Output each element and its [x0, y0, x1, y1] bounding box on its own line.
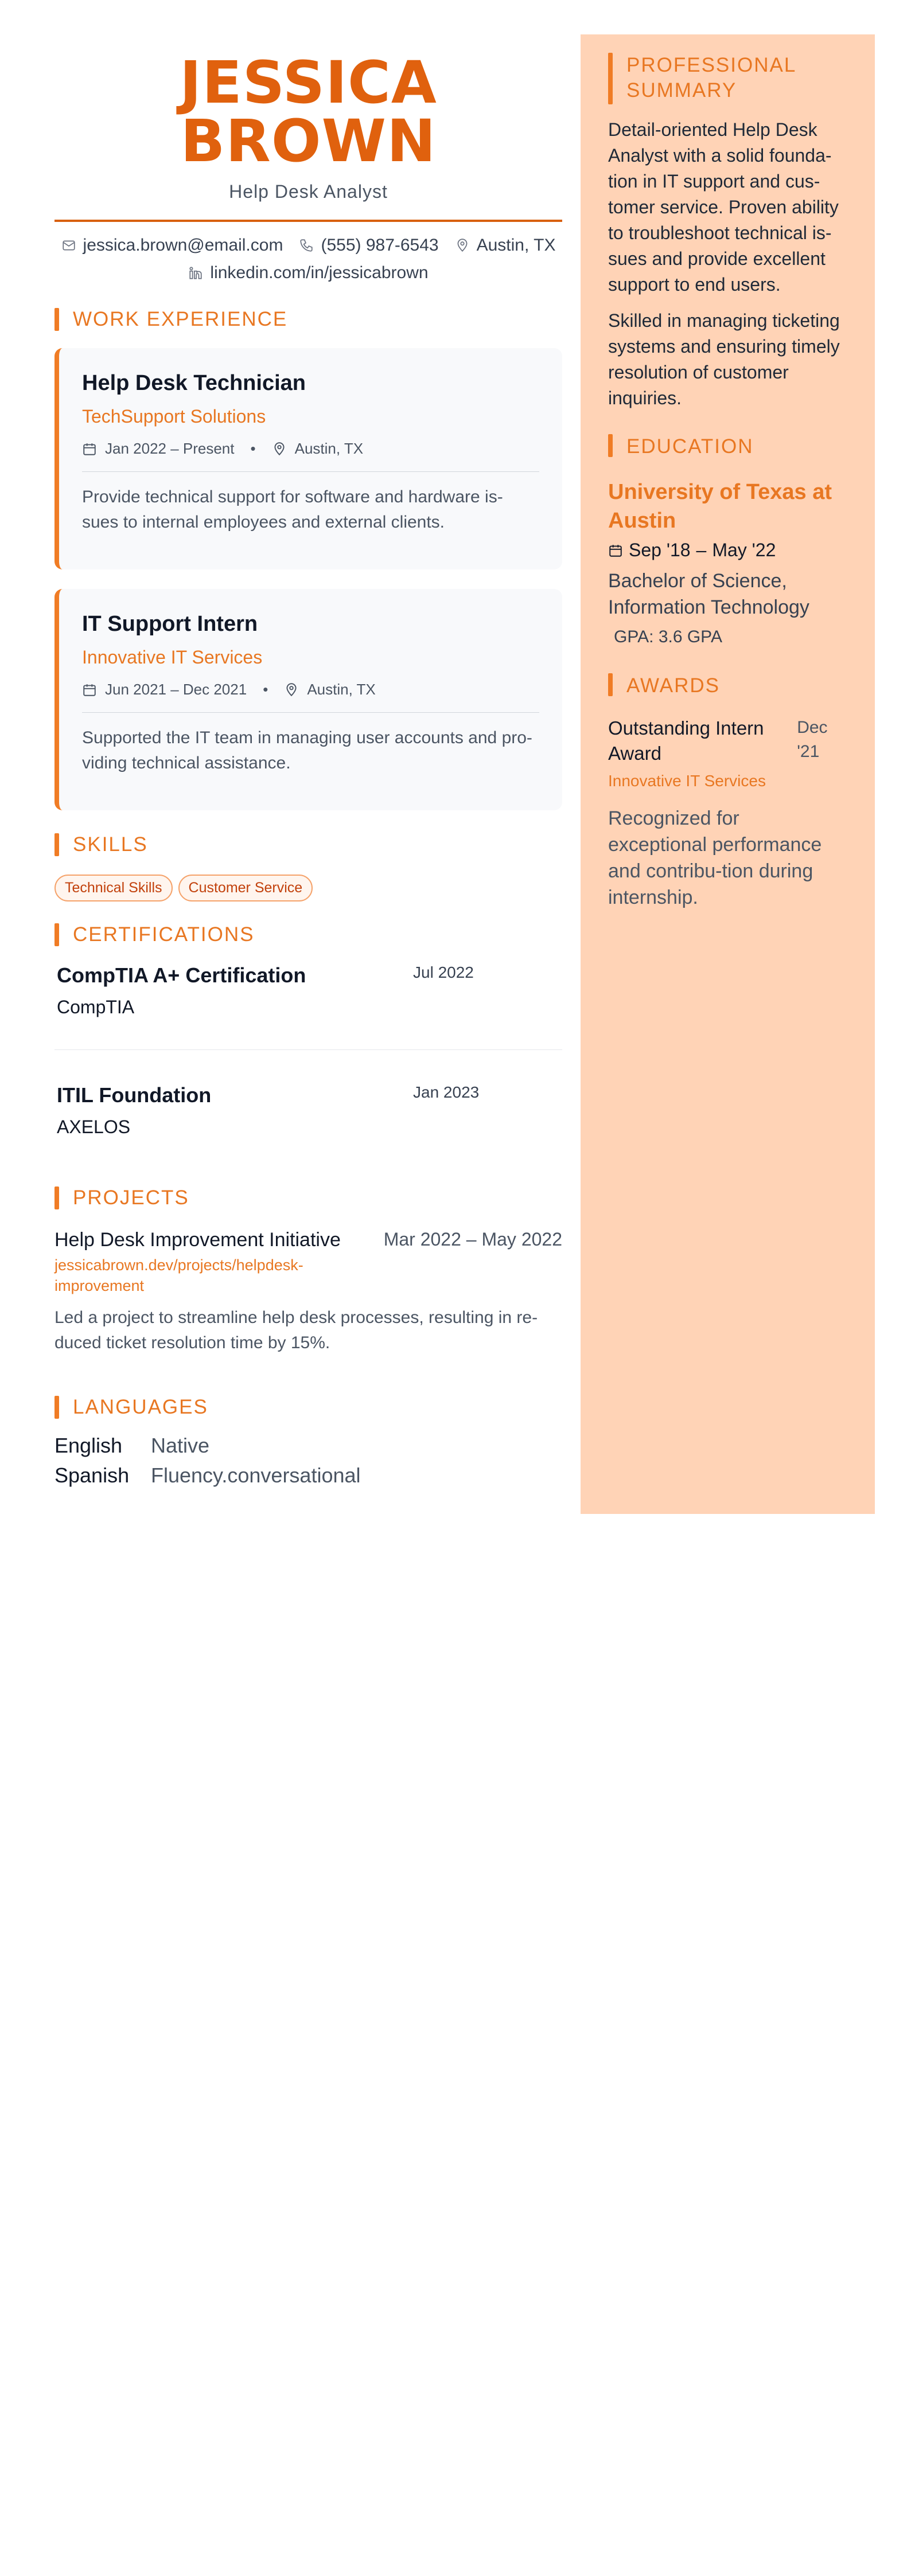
section-certs-title — [54, 923, 562, 946]
skill-chip: Technical Skills — [54, 875, 173, 901]
education-gpa — [614, 627, 843, 647]
header-divider — [54, 220, 562, 222]
job-card — [54, 348, 562, 569]
section-accent-bar — [608, 434, 613, 457]
map-pin-icon — [272, 442, 287, 456]
education-dates — [608, 540, 843, 561]
section-skills-title — [54, 833, 562, 856]
location-text: Austin, TX — [476, 236, 556, 255]
linkedin-text: linkedin.com/in/jessicabrown — [210, 263, 429, 282]
job-location: Austin, TX — [307, 681, 376, 698]
gpa-value: 3.6 GPA — [658, 627, 722, 646]
cert-date: Jul 2022 — [413, 963, 474, 981]
job-divider — [82, 471, 539, 472]
section-accent-bar — [54, 923, 59, 946]
job-meta — [82, 681, 539, 698]
award-name: Outstanding Intern Award — [608, 717, 764, 764]
cert-name: ITIL Foundation — [57, 1083, 212, 1107]
language-item — [54, 1434, 562, 1458]
award-date: Dec '21 — [797, 718, 828, 761]
job-company: Innovative IT Services — [82, 647, 263, 668]
mail-icon — [61, 238, 76, 253]
award-header — [608, 716, 843, 766]
calendar-icon — [608, 543, 623, 558]
main-column — [54, 34, 562, 1488]
language-name: English — [54, 1434, 123, 1457]
language-level: Native — [151, 1434, 210, 1457]
section-accent-bar — [608, 673, 613, 696]
contact-row-2 — [54, 263, 562, 283]
job-description: Provide technical support for software and hardware is-sues to internal employees and external clients. — [82, 487, 503, 532]
sidebar — [581, 34, 875, 1514]
section-accent-bar — [54, 1186, 59, 1209]
job-dates: Jan 2022 – Present — [105, 440, 235, 457]
map-pin-icon — [284, 682, 299, 697]
project-name: Help Desk Improvement Initiative — [54, 1229, 341, 1251]
contact-linkedin[interactable] — [188, 263, 428, 283]
education-degree: Bachelor of Science, Information Technology — [608, 570, 809, 618]
job-location: Austin, TX — [294, 440, 364, 457]
email-text: jessica.brown@email.com — [83, 236, 283, 255]
calendar-icon — [82, 442, 97, 456]
section-languages-title — [54, 1396, 562, 1419]
education-end: May '22 — [712, 540, 776, 560]
language-name: Spanish — [54, 1463, 130, 1487]
contact-email[interactable] — [61, 236, 283, 255]
calendar-icon — [82, 682, 97, 697]
job-description: Supported the IT team in managing user accounts and pro-viding technical assistance. — [82, 728, 532, 772]
section-education-title — [608, 434, 843, 459]
language-level: Fluency.conversational — [151, 1463, 361, 1487]
contact-phone[interactable] — [299, 236, 438, 255]
cert-issuer: CompTIA — [57, 997, 135, 1017]
section-projects-title — [54, 1186, 562, 1209]
education-start: Sep '18 — [629, 540, 691, 560]
section-skills-label: SKILLS — [73, 833, 148, 856]
section-work-title — [54, 308, 562, 331]
map-pin-icon — [455, 238, 470, 253]
cert-name: CompTIA A+ Certification — [57, 963, 306, 987]
cert-issuer: AXELOS — [57, 1117, 131, 1137]
job-card — [54, 589, 562, 810]
section-awards-title — [608, 673, 843, 698]
summary-paragraph: Detail-oriented Help Desk Analyst with a solid founda-tion in IT support and cus-tomer service. Proven ability to troubleshoot technical is-sues and provide excellent support to end users. — [608, 119, 839, 295]
cert-item — [54, 1083, 562, 1169]
contact-row — [54, 236, 562, 255]
cert-divider — [54, 1049, 562, 1050]
section-accent-bar — [608, 53, 613, 104]
project-dates: Mar 2022 – May 2022 — [383, 1229, 562, 1250]
section-accent-bar — [54, 833, 59, 856]
award-description: Recognized for exceptional performance and contribu-tion during internship. — [608, 807, 822, 908]
contact-location — [455, 236, 556, 255]
project-description: Led a project to streamline help desk processes, resulting in re-duced ticket resolution time by 15%. — [54, 1308, 538, 1352]
section-work-label: WORK EXPERIENCE — [73, 308, 288, 330]
section-accent-bar — [54, 1396, 59, 1419]
job-meta — [82, 440, 539, 458]
section-projects-label: PROJECTS — [73, 1186, 189, 1209]
skill-chip: Customer Service — [178, 875, 313, 901]
section-summary-label: PROFESSIONAL SUMMARY — [626, 54, 796, 102]
section-languages-label: LANGUAGES — [73, 1396, 208, 1418]
linkedin-icon — [188, 266, 203, 280]
language-item — [54, 1463, 562, 1488]
section-education-label: EDUCATION — [626, 435, 754, 458]
job-dates: Jun 2021 – Dec 2021 — [105, 681, 247, 698]
date-separator: – — [696, 540, 707, 560]
cert-date: Jan 2023 — [413, 1083, 480, 1101]
section-accent-bar — [54, 308, 59, 331]
summary-paragraph: Skilled in managing ticketing systems and ensuring timely resolution of customer inquiries. — [608, 310, 840, 408]
job-company: TechSupport Solutions — [82, 406, 266, 427]
candidate-name: JESSICA BROWN — [180, 49, 437, 175]
section-certs-label: CERTIFICATIONS — [73, 923, 255, 946]
section-summary-title — [608, 53, 843, 104]
job-divider — [82, 712, 539, 713]
skills-list — [54, 875, 562, 901]
project-link[interactable]: jessicabrown.dev/projects/helpdesk-improvement — [54, 1256, 303, 1294]
award-organization: Innovative IT Services — [608, 772, 766, 790]
cert-item — [54, 963, 562, 1049]
section-awards-label: AWARDS — [626, 674, 721, 697]
phone-icon — [299, 238, 314, 253]
phone-text: (555) 987-6543 — [321, 236, 439, 255]
gpa-label: GPA: — [614, 627, 654, 646]
candidate-role: Help Desk Analyst — [229, 181, 388, 202]
project-header — [54, 1229, 562, 1251]
meta-separator: • — [263, 681, 268, 698]
education-school: University of Texas at Austin — [608, 480, 832, 533]
job-title: IT Support Intern — [82, 612, 258, 636]
meta-separator: • — [250, 440, 256, 457]
job-title: Help Desk Technician — [82, 371, 306, 395]
